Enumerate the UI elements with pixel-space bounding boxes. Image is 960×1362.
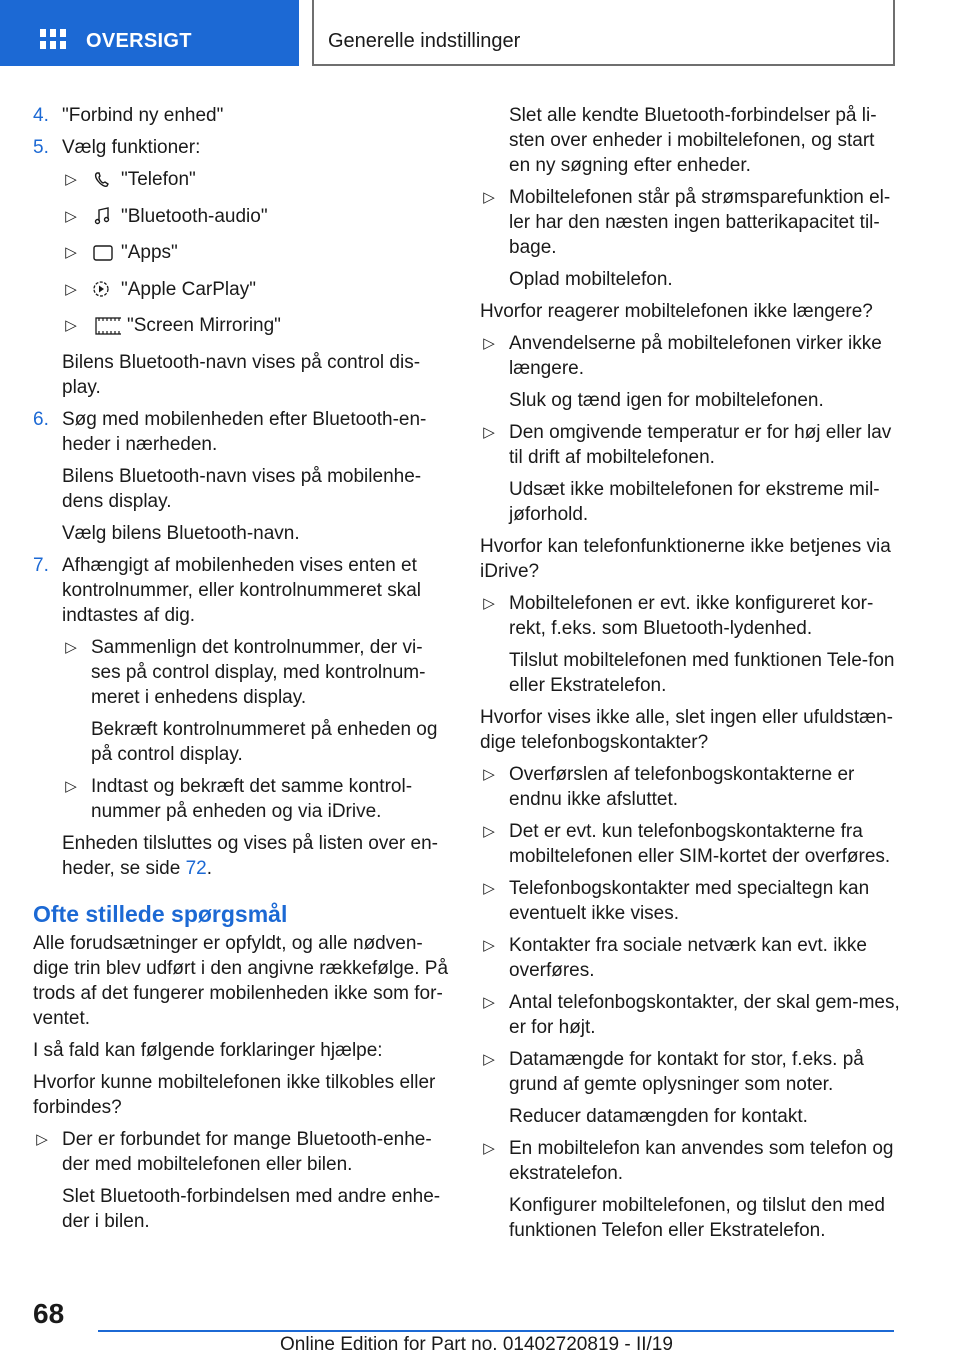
faq-question: Hvorfor kan telefonfunktionerne ikke betjenes via iDrive? xyxy=(480,536,891,582)
phone-icon xyxy=(91,170,115,190)
bullet-text: En mobiltelefon kan anvendes som telefon og ekstratelefon. xyxy=(509,1138,894,1184)
triangle-bullet-icon: ▷ xyxy=(483,880,495,897)
bullet-text: Det er evt. kun telefonbogskontakterne fra mobiltelefonen eller SIM-kortet der overføres. xyxy=(509,821,891,867)
screen-mirroring-icon xyxy=(91,316,121,336)
bullet-text: Antal telefonbogskontakter, der skal gem-mes, er for højt. xyxy=(509,992,900,1038)
triangle-bullet-icon: ▷ xyxy=(483,1051,495,1068)
triangle-bullet-icon: ▷ xyxy=(65,777,77,795)
bullet-text: Sammenlign det kontrolnummer, der vi-ses på control display, med kontrolnum-meret i enhedens display. xyxy=(91,636,426,708)
bullet-subtext: Tilslut mobiltelefonen med funktionen Tele-fon eller Ekstratelefon. xyxy=(509,650,895,696)
step-5 xyxy=(33,135,451,400)
triangle-bullet-icon: ▷ xyxy=(65,244,77,261)
bullet-item xyxy=(480,1047,900,1129)
step-note-text: Enheden tilsluttes og vises på listen over en-heder, se side xyxy=(62,832,438,879)
overview-tab[interactable] xyxy=(0,0,299,66)
footer-divider xyxy=(98,1330,894,1332)
faq-heading: Ofte stillede spørgsmål xyxy=(33,900,288,927)
step-text: "Forbind ny enhed" xyxy=(62,105,224,126)
faq-intro-2: I så fald kan følgende forklaringer hjælpe: xyxy=(33,1039,383,1061)
bullet-subtext: Slet Bluetooth-forbindelsen med andre enhe-der i bilen. xyxy=(62,1185,441,1232)
function-item-apps xyxy=(62,240,451,270)
step-6 xyxy=(33,407,451,546)
step-note xyxy=(62,831,451,881)
faq-question: Hvorfor vises ikke alle, slet ingen eller ufuldstæn-dige telefonbogskontakter? xyxy=(480,707,893,753)
step-number: 4. xyxy=(33,105,49,126)
bullet-subtext: Konfigurer mobiltelefonen, og tilslut den med funktionen Telefon eller Ekstratelefon. xyxy=(509,1195,886,1241)
step-note: Bilens Bluetooth-navn vises på control dis-play. xyxy=(62,351,421,398)
bullet-subtext: Slet alle kendte Bluetooth-forbindelser på li-sten over enheder i mobiltelefonen, og start en ny søgning efter enheder. xyxy=(509,105,877,176)
grid-icon xyxy=(40,29,66,51)
page-header xyxy=(0,0,960,66)
function-label: "Telefon" xyxy=(121,169,196,190)
bullet-continuation xyxy=(480,103,900,178)
step-text: Afhængigt af mobilenheden vises enten et kontrolnummer, eller kontrolnummeret skal indtastes af dig. xyxy=(62,554,422,626)
overview-tab-label: OVERSIGT xyxy=(86,30,192,52)
faq-question: Hvorfor kunne mobiltelefonen ikke tilkobles eller forbindes? xyxy=(33,1071,436,1118)
page-number: 68 xyxy=(33,1298,65,1329)
function-item-carplay xyxy=(62,277,451,307)
bullet-subtext: Bekræft kontrolnummeret på enheden og på control display. xyxy=(91,718,438,765)
step-4 xyxy=(33,103,451,128)
bullet-text: Der er forbundet for mange Bluetooth-enhe-der med mobiltelefonen eller bilen. xyxy=(62,1128,432,1175)
triangle-bullet-icon: ▷ xyxy=(36,1130,48,1148)
triangle-bullet-icon: ▷ xyxy=(65,207,77,225)
bullet-text: Telefonbogskontakter med specialtegn kan eventuelt ikke vises. xyxy=(509,878,870,924)
bullet-item xyxy=(480,331,900,413)
bullet-item xyxy=(480,420,900,527)
step-note-end: . xyxy=(206,857,213,879)
step-number: 5. xyxy=(33,137,49,158)
step-number: 7. xyxy=(33,554,49,576)
triangle-bullet-icon: ▷ xyxy=(65,317,77,334)
triangle-bullet-icon: ▷ xyxy=(483,994,495,1011)
bullet-text: Indtast og bekræft det samme kontrol-nummer på enheden og via iDrive. xyxy=(91,775,413,822)
play-circle-icon xyxy=(91,279,115,299)
bullet-text: Den omgivende temperatur er for høj eller lav til drift af mobiltelefonen. xyxy=(509,422,892,468)
left-column xyxy=(33,103,451,1241)
triangle-bullet-icon: ▷ xyxy=(65,280,77,298)
triangle-bullet-icon: ▷ xyxy=(483,189,495,206)
bullet-text: Overførslen af telefonbogskontakterne er endnu ikke afsluttet. xyxy=(509,764,855,810)
bullet-item xyxy=(480,185,900,292)
bullet-item xyxy=(480,1136,900,1243)
music-note-icon xyxy=(91,206,115,226)
triangle-bullet-icon: ▷ xyxy=(65,171,77,188)
bullet-item xyxy=(480,591,900,698)
step-text: Vælg bilens Bluetooth-navn. xyxy=(62,522,300,544)
bullet-item xyxy=(62,635,451,767)
step-text: Vælg funktioner: xyxy=(62,137,201,158)
faq-question: Hvorfor reagerer mobiltelefonen ikke længere? xyxy=(480,301,873,322)
bullet-item xyxy=(480,762,900,812)
section-title: Generelle indstillinger xyxy=(328,30,521,52)
bullet-text: Datamængde for kontakt for stor, f.eks. på grund af gemte oplysninger som noter. xyxy=(509,1049,864,1095)
function-label: "Apps" xyxy=(121,242,178,263)
right-column xyxy=(480,103,900,1250)
step-7 xyxy=(33,553,451,881)
faq-intro: Alle forudsætninger er opfyldt, og alle nødven-dige trin blev udført i den angivne rækkefølge. På trods af det fungerer mobilenheden ikke som for-ventet. xyxy=(33,932,449,1029)
bullet-subtext: Reducer datamængden for kontakt. xyxy=(509,1106,808,1127)
bullet-text: Anvendelserne på mobiltelefonen virker ikke længere. xyxy=(509,333,882,379)
function-label: "Apple CarPlay" xyxy=(121,278,256,300)
triangle-bullet-icon: ▷ xyxy=(483,335,495,352)
apps-icon xyxy=(91,243,115,263)
triangle-bullet-icon: ▷ xyxy=(483,823,495,840)
section-title-box xyxy=(312,0,895,66)
bullet-item xyxy=(480,819,900,869)
bullet-subtext: Udsæt ikke mobiltelefonen for ekstreme mil-jøforhold. xyxy=(509,479,880,525)
function-label: "Bluetooth-audio" xyxy=(121,205,268,227)
function-item-bluetooth-audio xyxy=(62,204,451,234)
bullet-subtext: Oplad mobiltelefon. xyxy=(509,269,673,290)
function-item-phone xyxy=(62,167,451,197)
bullet-item xyxy=(480,990,900,1040)
triangle-bullet-icon: ▷ xyxy=(483,1140,495,1157)
bullet-item xyxy=(480,876,900,926)
step-text: Søg med mobilenheden efter Bluetooth-en-heder i nærheden. xyxy=(62,408,427,455)
function-label: "Screen Mirroring" xyxy=(127,315,281,336)
triangle-bullet-icon: ▷ xyxy=(483,937,495,954)
triangle-bullet-icon: ▷ xyxy=(65,638,77,656)
bullet-item xyxy=(33,1127,451,1234)
bullet-text: Mobiltelefonen er evt. ikke konfigureret kor-rekt, f.eks. som Bluetooth-lydenhed. xyxy=(509,593,874,639)
step-number: 6. xyxy=(33,408,49,430)
step-text: Bilens Bluetooth-navn vises på mobilenhe-dens display. xyxy=(62,465,422,512)
triangle-bullet-icon: ▷ xyxy=(483,424,495,441)
triangle-bullet-icon: ▷ xyxy=(483,766,495,783)
bullet-text: Mobiltelefonen står på strømsparefunktion el-ler har den næsten ingen batterikapacitet til-bage. xyxy=(509,187,891,258)
function-item-screen-mirroring xyxy=(62,313,451,343)
triangle-bullet-icon: ▷ xyxy=(483,595,495,612)
bullet-subtext: Sluk og tænd igen for mobiltelefonen. xyxy=(509,390,824,411)
edition-footer: Online Edition for Part no. 01402720819 - II/19 xyxy=(280,1334,673,1355)
bullet-item xyxy=(480,933,900,983)
bullet-text: Kontakter fra sociale netværk kan evt. ikke overføres. xyxy=(509,935,867,981)
bullet-item xyxy=(62,774,451,824)
page-link[interactable]: 72 xyxy=(185,857,207,879)
